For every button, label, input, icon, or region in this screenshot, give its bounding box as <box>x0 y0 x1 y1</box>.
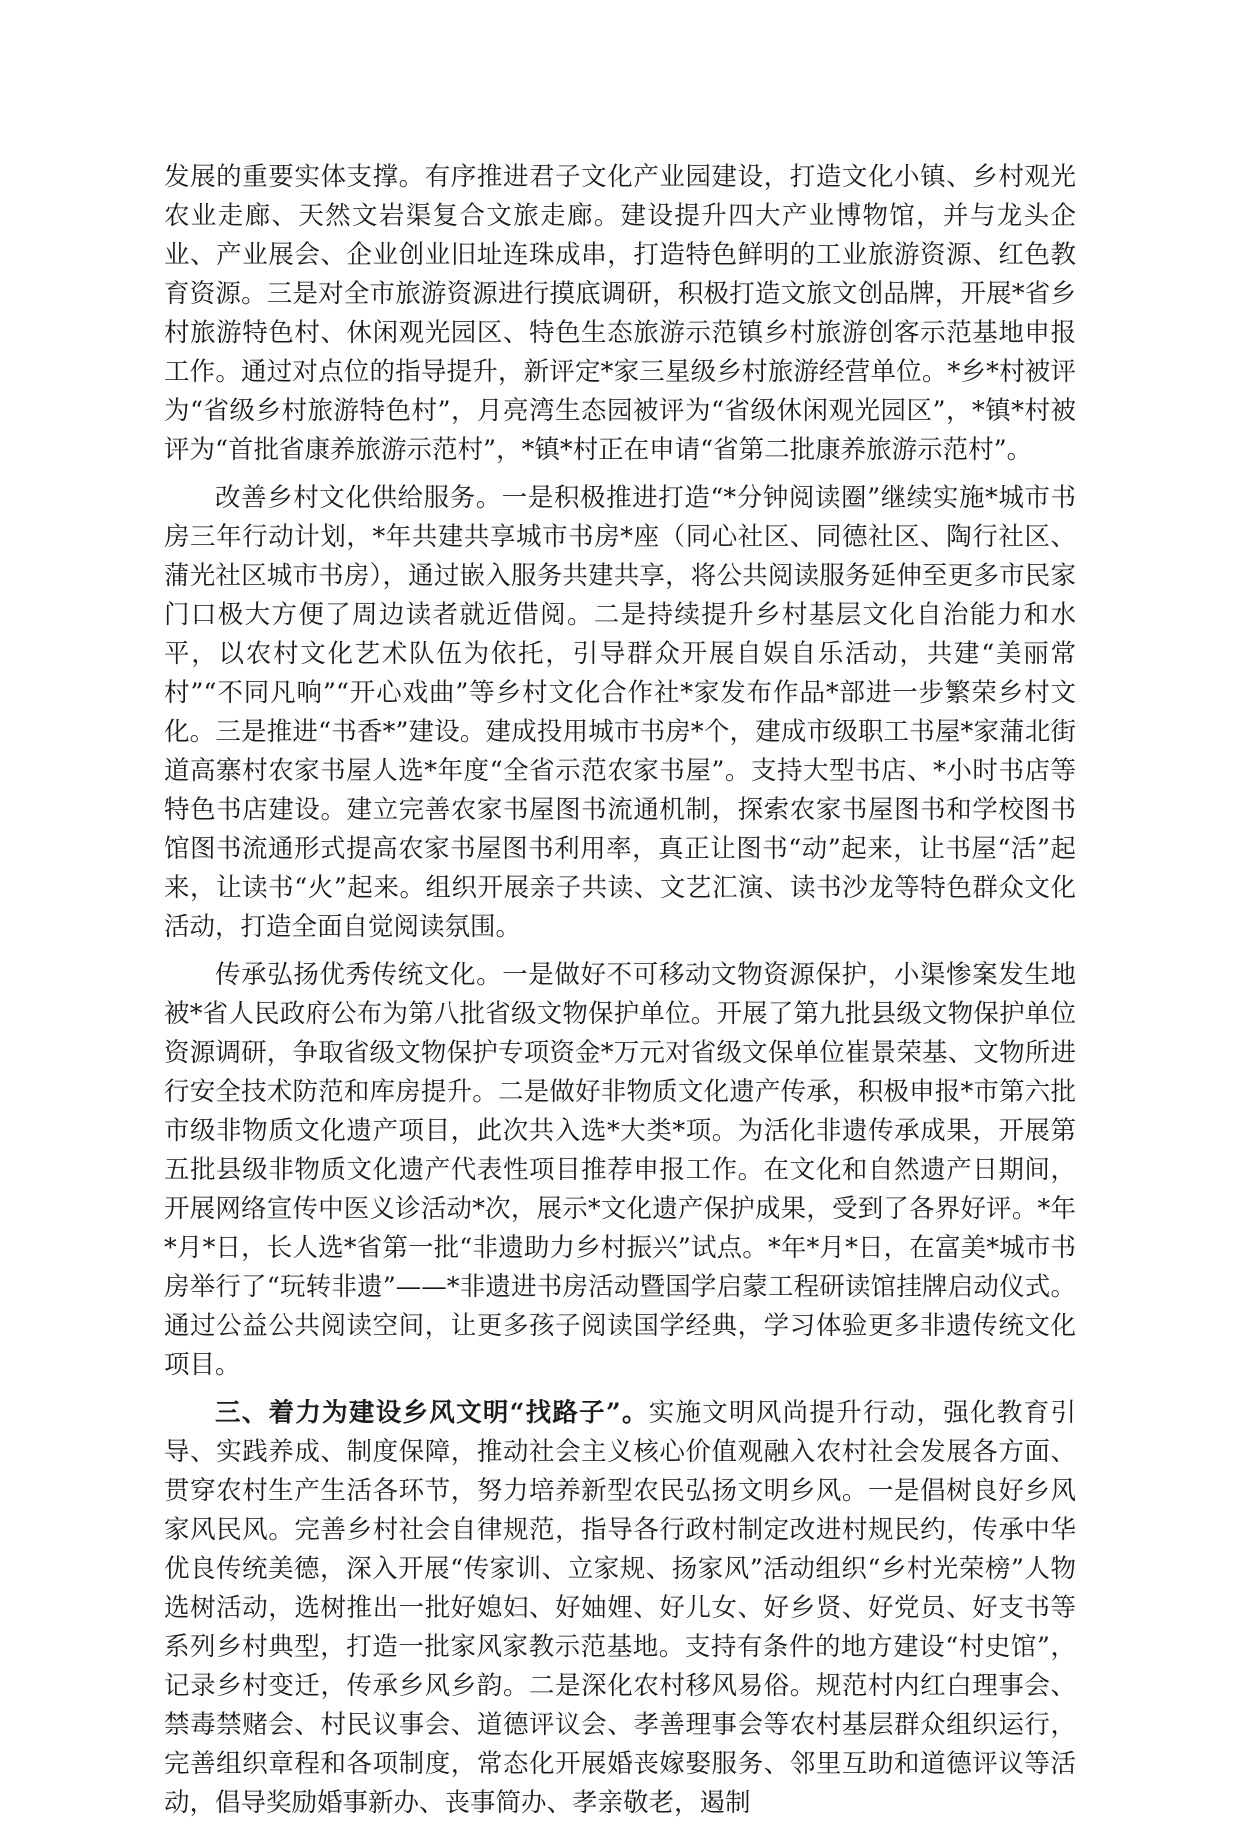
body-paragraph-3: 传承弘扬优秀传统文化。一是做好不可移动文物资源保护，小渠惨案发生地被*省人民政府公布为第八批省级文物保护单位。开展了第九批县级文物保护单位资源调研，争取省级文物保护专项资金*万元对省级文保单位崔景荣基、文物所进行安全技术防范和库房提升。二是做好非物质文化遗产传承，积极申报*市第六批市级非物质文化遗产项目，此次共入选*大类*项。为活化非遗传承成果，开展第五批县级非物质文化遗产代表性项目推荐申报工作。在文化和自然遗产日期间，开展网络宣传中医义诊活动*次，展示*文化遗产保护成果，受到了各界好评。*年*月*日，长人选*省第一批“非遗助力乡村振兴”试点。*年*月*日，在富美*城市书房举行了“玩转非遗”——*非遗进书房活动暨国学启蒙工程研读馆挂牌启动仪式。通过公益公共阅读空间，让更多孩子阅读国学经典，学习体验更多非遗传统文化项目。 <box>164 960 1076 1380</box>
section-heading: 三、着力为建设乡风文明“找路子”。 <box>215 1398 649 1428</box>
body-paragraph-4 <box>164 1394 1076 1823</box>
document-page <box>164 158 1076 1832</box>
section-body-text: 实施文明风尚提升行动，强化教育引导、实践养成、制度保障，推动社会主义核心价值观融入农村社会发展各方面、贯穿农村生产生活各环节，努力培养新型农民弘扬文明乡风。一是倡树良好乡风家风民风。完善乡村社会自律规范，指导各行政村制定改进村规民约，传承中华优良传统美德，深入开展“传家训、立家规、扬家风”活动组织“乡村光荣榜”人物选树活动，选树推出一批好媳妇、好妯娌、好儿女、好乡贤、好党员、好支书等系列乡村典型，打造一批家风家教示范基地。支持有条件的地方建设“村史馆”，记录乡村变迁，传承乡风乡韵。二是深化农村移风易俗。规范村内红白理事会、禁毒禁赌会、村民议事会、道德评议会、孝善理事会等农村基层群众组织运行，完善组织章程和各项制度，常态化开展婚丧嫁娶服务、邻里互助和道德评议等活动，倡导奖励婚事新办、丧事简办、孝亲敬老，遏制 <box>164 1398 1076 1818</box>
body-paragraph-2: 改善乡村文化供给服务。一是积极推进打造“*分钟阅读圈”继续实施*城市书房三年行动计划，*年共建共享城市书房*座（同心社区、同德社区、陶行社区、蒲光社区城市书房），通过嵌入服务共建共享，将公共阅读服务延伸至更多市民家门口极大方便了周边读者就近借阅。二是持续提升乡村基层文化自治能力和水平，以农村文化艺术队伍为依托，引导群众开展自娱自乐活动，共建“美丽常村”“不同凡响”“开心戏曲”等乡村文化合作社*家发布作品*部进一步繁荣乡村文化。三是推进“书香*”建设。建成投用城市书房*个，建成市级职工书屋*家蒲北街道高寨村农家书屋人选*年度“全省示范农家书屋”。支持大型书店、*小时书店等特色书店建设。建立完善农家书屋图书流通机制，探索农家书屋图书和学校图书馆图书流通形式提高农家书屋图书利用率，真正让图书“动”起来，让书屋“活”起来，让读书“火”起来。组织开展亲子共读、文艺汇演、读书沙龙等特色群众文化活动，打造全面自觉阅读氛围。 <box>164 483 1076 942</box>
body-paragraph-1: 发展的重要实体支撑。有序推进君子文化产业园建设，打造文化小镇、乡村观光农业走廊、天然文岩渠复合文旅走廊。建设提升四大产业博物馆，并与龙头企业、产业展会、企业创业旧址连珠成串，打造特色鲜明的工业旅游资源、红色教育资源。三是对全市旅游资源进行摸底调研，积极打造文旅文创品牌，开展*省乡村旅游特色村、休闲观光园区、特色生态旅游示范镇乡村旅游创客示范基地申报工作。通过对点位的指导提升，新评定*家三星级乡村旅游经营单位。*乡*村被评为“省级乡村旅游特色村”，月亮湾生态园被评为“省级休闲观光园区”，*镇*村被评为“首批省康养旅游示范村”，*镇*村正在申请“省第二批康养旅游示范村”。 <box>164 162 1076 465</box>
